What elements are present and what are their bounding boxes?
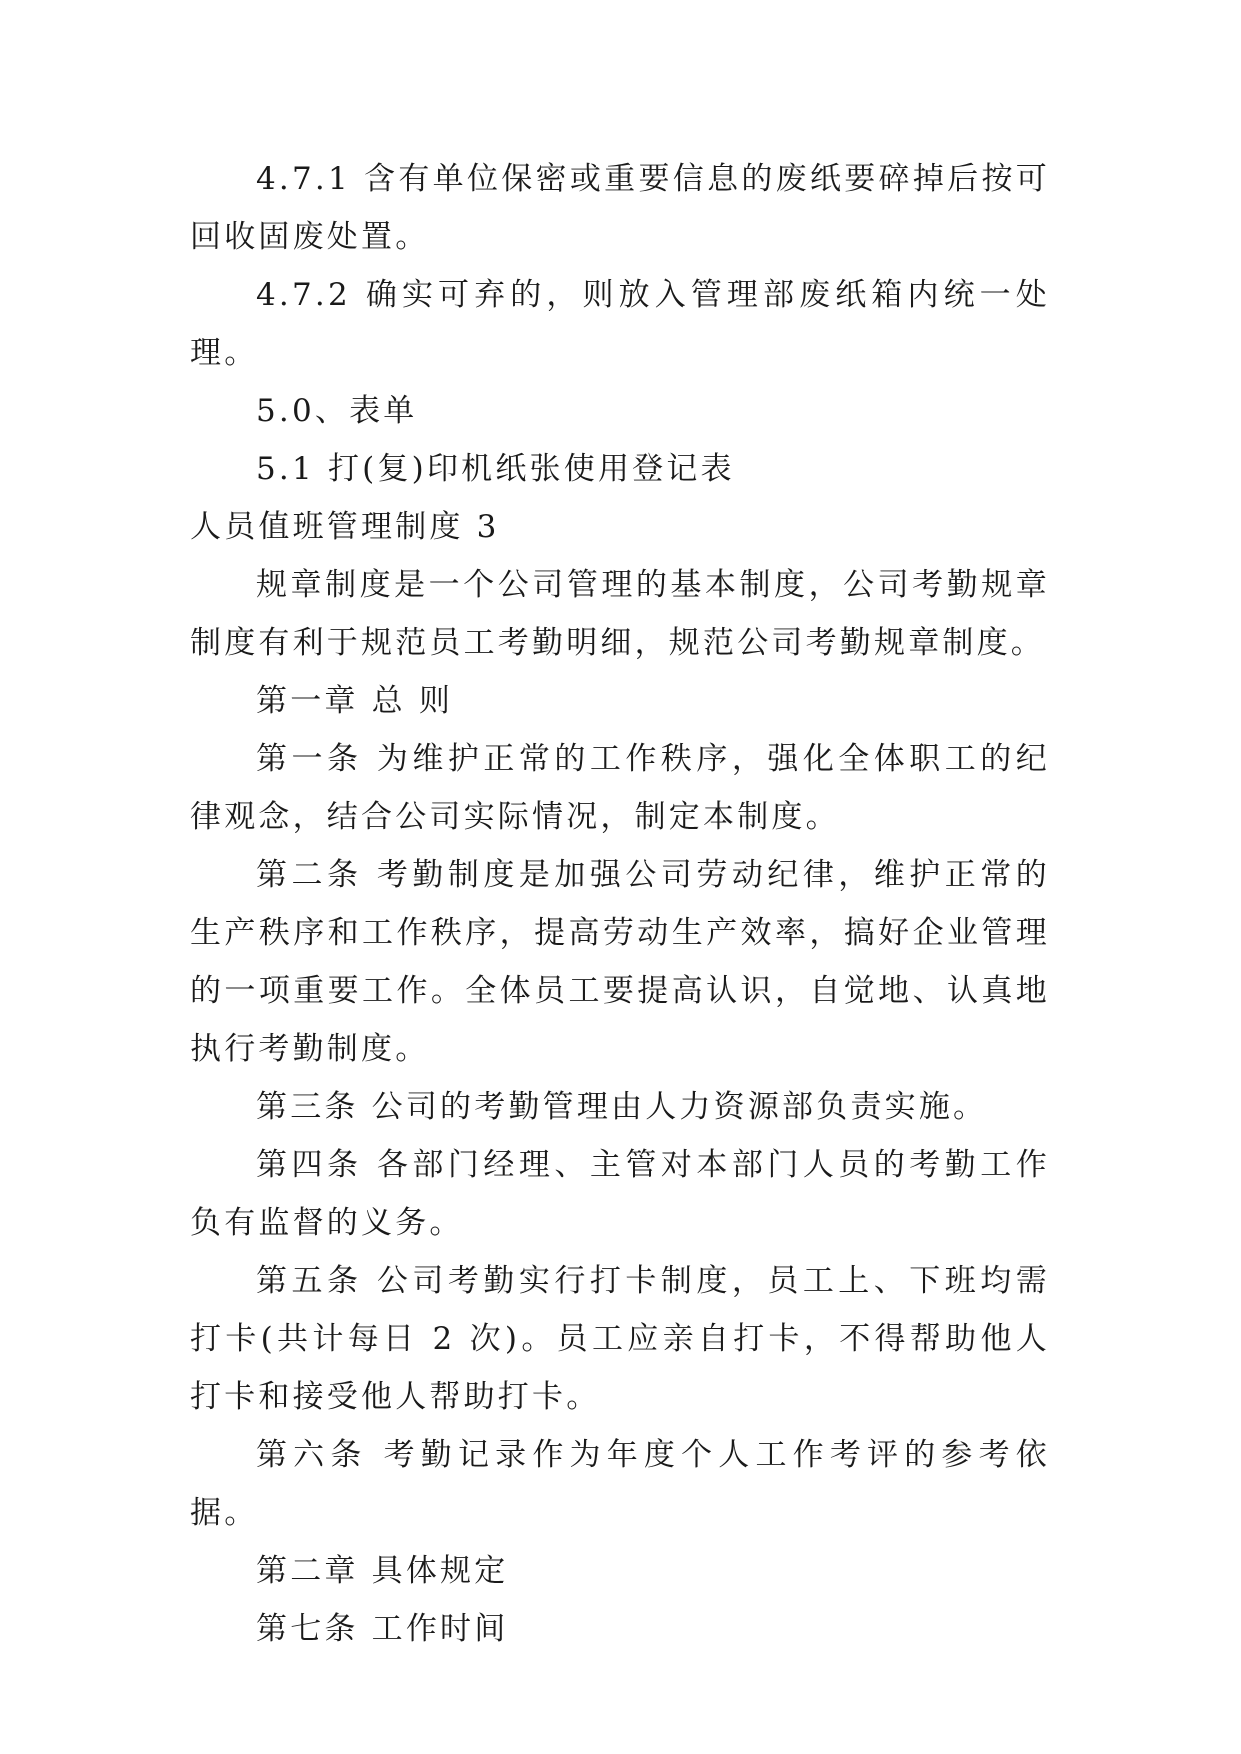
chapter-2-heading: 第二章 具体规定 bbox=[256, 1553, 509, 1589]
article-1: 第一条 为维护正常的工作秩序，强化全体职工的纪律观念，结合公司实际情况，制定本制度。 bbox=[190, 741, 1050, 835]
section-heading-5-0: 5.0、表单 bbox=[256, 393, 418, 429]
article-5: 第五条 公司考勤实行打卡制度，员工上、下班均需打卡(共计每日 2 次)。员工应亲自打卡，不得帮助他人打卡和接受他人帮助打卡。 bbox=[190, 1263, 1050, 1415]
chapter-1-heading: 第一章 总 则 bbox=[256, 683, 454, 719]
paragraph-5-1: 5.1 打(复)印机纸张使用登记表 bbox=[256, 451, 735, 487]
article-4: 第四条 各部门经理、主管对本部门人员的考勤工作负有监督的义务。 bbox=[190, 1147, 1050, 1241]
article-2: 第二条 考勤制度是加强公司劳动纪律，维护正常的生产秩序和工作秩序，提高劳动生产效率，搞好企业管理的一项重要工作。全体员工要提高认识，自觉地、认真地执行考勤制度。 bbox=[190, 857, 1050, 1067]
paragraph-4-7-1: 4.7.1 含有单位保密或重要信息的废纸要碎掉后按可回收固废处置。 bbox=[190, 161, 1050, 255]
article-7: 第七条 工作时间 bbox=[256, 1611, 509, 1647]
article-3: 第三条 公司的考勤管理由人力资源部负责实施。 bbox=[256, 1089, 988, 1125]
document-title: 人员值班管理制度 3 bbox=[190, 509, 500, 545]
paragraph-4-7-2: 4.7.2 确实可弃的，则放入管理部废纸箱内统一处理。 bbox=[190, 277, 1050, 371]
intro-paragraph: 规章制度是一个公司管理的基本制度，公司考勤规章制度有利于规范员工考勤明细，规范公司考勤规章制度。 bbox=[190, 567, 1050, 661]
article-6: 第六条 考勤记录作为年度个人工作考评的参考依据。 bbox=[190, 1437, 1050, 1531]
document-page bbox=[190, 150, 1050, 1658]
